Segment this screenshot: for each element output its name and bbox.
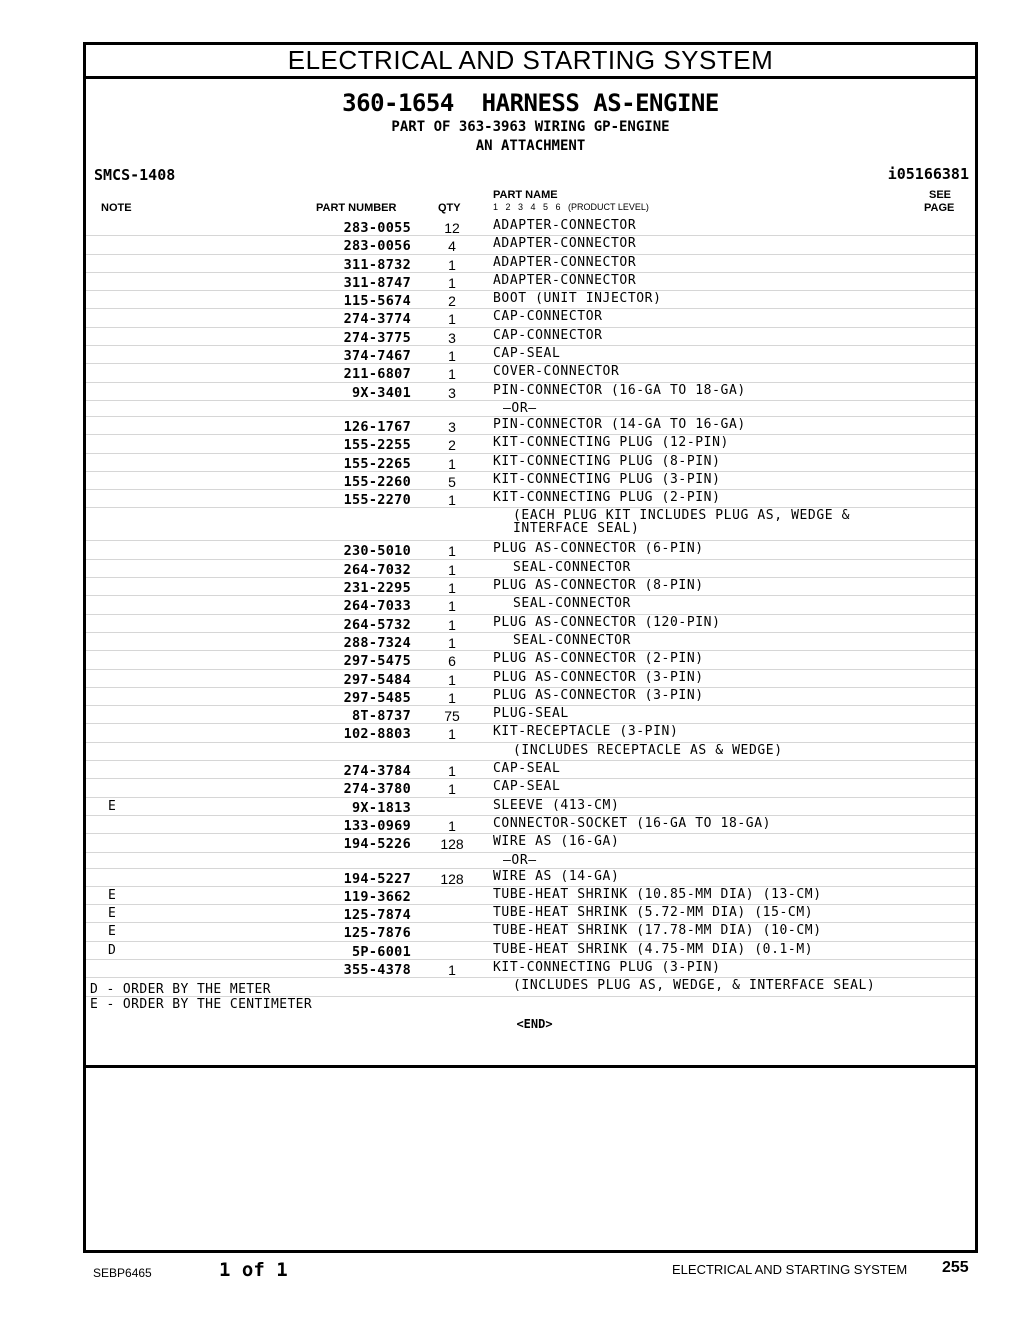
row-part-name: PIN-CONNECTOR (16-GA TO 18-GA): [493, 382, 746, 398]
row-part-number: 264-5732: [343, 616, 411, 633]
row-part-number: 231-2295: [343, 580, 411, 597]
row-part-number: 355-4378: [343, 961, 411, 978]
row-part-name: ADAPTER-CONNECTOR: [493, 254, 637, 270]
row-qty: 1: [448, 543, 456, 560]
footer-section: ELECTRICAL AND STARTING SYSTEM: [672, 1262, 908, 1277]
row-part-name: CAP-CONNECTOR: [493, 327, 603, 343]
table-row: [86, 869, 975, 887]
row-qty: 1: [448, 726, 456, 743]
part-of-line: PART OF 363-3963 WIRING GP-ENGINE: [391, 119, 670, 135]
row-qty: 3: [448, 329, 456, 346]
row-part-name: —OR—: [503, 852, 537, 868]
row-part-number: 374-7467: [343, 348, 411, 365]
row-qty: 1: [448, 616, 456, 633]
row-part-name: PLUG-SEAL: [493, 706, 569, 722]
row-qty: 75: [444, 708, 460, 725]
row-qty: 1: [448, 455, 456, 472]
row-part-number: 283-0055: [343, 220, 411, 236]
row-part-name: KIT-CONNECTING PLUG (3-PIN): [493, 959, 721, 975]
row-part-name: WIRE AS (14-GA): [493, 868, 620, 884]
attachment-line: AN ATTACHMENT: [475, 138, 586, 154]
row-part-name: (INCLUDES RECEPTACLE AS & WEDGE): [513, 742, 783, 758]
row-part-number: 230-5010: [343, 543, 411, 560]
row-part-name: TUBE-HEAT SHRINK (10.85-MM DIA) (13-CM): [493, 886, 822, 902]
row-part-number: 288-7324: [343, 634, 411, 651]
see-column-header: SEE: [929, 189, 952, 201]
table-row: [86, 236, 975, 254]
doc-code: SEBP6465: [93, 1266, 152, 1280]
table-row: [86, 633, 975, 651]
row-part-name: KIT-CONNECTING PLUG (3-PIN): [493, 471, 721, 487]
row-part-number: 126-1767: [343, 418, 411, 435]
row-part-number: 9X-3401: [352, 384, 411, 401]
row-part-name: TUBE-HEAT SHRINK (5.72-MM DIA) (15-CM): [493, 905, 814, 921]
table-row: [86, 905, 975, 923]
table-row: [86, 328, 975, 346]
row-part-number: 297-5475: [343, 653, 411, 670]
table-row: [86, 615, 975, 633]
table-row: [86, 596, 975, 614]
section-divider: [86, 1065, 975, 1068]
product-level-header: 1 2 3 4 5 6 (PRODUCT LEVEL): [493, 202, 649, 212]
page-number: 255: [942, 1259, 969, 1276]
row-part-name: PLUG AS-CONNECTOR (3-PIN): [493, 687, 704, 703]
table-row: [86, 779, 975, 797]
row-part-name: COVER-CONNECTOR: [493, 364, 620, 380]
row-note: E: [108, 906, 116, 922]
page-count: 1 of 1: [219, 1259, 288, 1281]
row-part-name: ADAPTER-CONNECTOR: [493, 218, 637, 233]
row-part-name: CAP-SEAL: [493, 779, 561, 795]
table-row: [86, 761, 975, 779]
table-row: [86, 651, 975, 669]
row-part-number: 155-2270: [343, 492, 411, 509]
table-row: [86, 670, 975, 688]
row-qty: 2: [448, 437, 456, 454]
row-part-name: SEAL-CONNECTOR: [513, 632, 631, 648]
row-part-number: 155-2265: [343, 455, 411, 472]
row-qty: 1: [448, 781, 456, 798]
row-part-number: 274-3775: [343, 329, 411, 346]
row-part-number: 119-3662: [343, 888, 411, 905]
row-part-number: 297-5484: [343, 671, 411, 688]
row-part-number: 125-7874: [343, 907, 411, 924]
table-row: [86, 273, 975, 291]
row-part-number: 8T-8737: [352, 708, 411, 725]
row-qty: 1: [448, 311, 456, 328]
row-part-number: 102-8803: [343, 726, 411, 743]
table-row: [86, 688, 975, 706]
part-name-column-header: PART NAME: [493, 189, 558, 201]
table-row: [86, 364, 975, 382]
row-qty: 1: [448, 598, 456, 615]
row-part-number: 211-6807: [343, 366, 411, 383]
row-part-number: 311-8747: [343, 274, 411, 291]
row-part-number: 274-3784: [343, 763, 411, 780]
legend-e: E - ORDER BY THE CENTIMETER: [90, 997, 313, 1012]
row-part-name: KIT-CONNECTING PLUG (8-PIN): [493, 453, 721, 469]
table-row: [86, 853, 975, 869]
table-row: [86, 508, 975, 541]
row-qty: 1: [448, 817, 456, 834]
row-part-number: 283-0056: [343, 238, 411, 255]
row-qty: 12: [444, 220, 460, 236]
table-row: [86, 435, 975, 453]
table-row: [86, 309, 975, 327]
row-qty: 1: [448, 763, 456, 780]
row-part-name: CAP-CONNECTOR: [493, 309, 603, 325]
table-row: [86, 834, 975, 852]
row-part-number: 311-8732: [343, 256, 411, 273]
row-part-name: PLUG AS-CONNECTOR (3-PIN): [493, 669, 704, 685]
row-part-number: 5P-6001: [352, 943, 411, 960]
row-qty: 1: [448, 961, 456, 978]
row-part-name: KIT-CONNECTING PLUG (2-PIN): [493, 490, 721, 506]
table-row: [86, 798, 975, 816]
row-part-number: 264-7032: [343, 561, 411, 578]
row-part-number: 133-0969: [343, 817, 411, 834]
table-row: [86, 541, 975, 559]
table-row: [86, 218, 975, 236]
row-qty: 1: [448, 561, 456, 578]
row-note: E: [108, 798, 116, 814]
row-part-name: (INCLUDES PLUG AS, WEDGE, & INTERFACE SEAL): [513, 978, 876, 994]
table-row: [86, 724, 975, 742]
qty-column-header: QTY: [438, 202, 461, 214]
row-part-name: PLUG AS-CONNECTOR (2-PIN): [493, 651, 704, 667]
row-qty: 1: [448, 634, 456, 651]
row-note: D: [108, 942, 116, 958]
row-part-name: KIT-CONNECTING PLUG (12-PIN): [493, 435, 729, 451]
table-row: [86, 490, 975, 508]
table-row: [86, 816, 975, 834]
row-part-name: KIT-RECEPTACLE (3-PIN): [493, 724, 679, 740]
row-qty: 6: [448, 653, 456, 670]
row-qty: 1: [448, 580, 456, 597]
assembly-heading: 360-1654 HARNESS AS-ENGINE: [342, 89, 719, 117]
table-row: [86, 923, 975, 941]
row-part-name: PLUG AS-CONNECTOR (8-PIN): [493, 578, 704, 594]
page-column-header: PAGE: [924, 202, 955, 214]
table-row: [86, 346, 975, 364]
row-qty: 5: [448, 473, 456, 490]
row-part-number: 9X-1813: [352, 799, 411, 816]
row-part-name: BOOT (UNIT INJECTOR): [493, 291, 662, 307]
part-number-column-header: PART NUMBER: [316, 202, 397, 214]
end-marker: <END>: [516, 1017, 553, 1031]
row-part-name: —OR—: [503, 400, 537, 416]
row-qty: 128: [440, 870, 464, 887]
row-qty: 1: [448, 348, 456, 365]
table-row: [86, 960, 975, 978]
row-part-name: TUBE-HEAT SHRINK (4.75-MM DIA) (0.1-M): [493, 941, 814, 957]
row-part-name: TUBE-HEAT SHRINK (17.78-MM DIA) (10-CM): [493, 923, 822, 939]
row-qty: 128: [440, 836, 464, 853]
row-part-number: 115-5674: [343, 293, 411, 310]
row-part-name: PIN-CONNECTOR (14-GA TO 16-GA): [493, 416, 746, 432]
table-row: [86, 291, 975, 309]
row-qty: 1: [448, 256, 456, 273]
row-qty: 1: [448, 671, 456, 688]
table-row: [86, 401, 975, 417]
row-part-name: SEAL-CONNECTOR: [513, 596, 631, 612]
row-part-name: CAP-SEAL: [493, 346, 561, 362]
row-note: E: [108, 924, 116, 940]
note-column-header: NOTE: [101, 202, 132, 214]
table-row: [86, 472, 975, 490]
table-row: [86, 743, 975, 761]
row-part-number: 155-2255: [343, 437, 411, 454]
row-qty: 1: [448, 689, 456, 706]
table-row: [86, 578, 975, 596]
table-row: [86, 383, 975, 401]
row-qty: 3: [448, 418, 456, 435]
row-part-number: 194-5226: [343, 836, 411, 853]
row-part-name: ADAPTER-CONNECTOR: [493, 272, 637, 288]
row-part-name: PLUG AS-CONNECTOR (6-PIN): [493, 541, 704, 557]
row-note: E: [108, 887, 116, 903]
table-row: [86, 706, 975, 724]
row-qty: 3: [448, 384, 456, 401]
row-part-name: SEAL-CONNECTOR: [513, 559, 631, 575]
row-qty: 2: [448, 293, 456, 310]
row-part-number: 297-5485: [343, 689, 411, 706]
row-part-number: 194-5227: [343, 870, 411, 887]
row-part-number: 264-7033: [343, 598, 411, 615]
page-frame: [83, 42, 978, 1253]
row-part-number: 274-3780: [343, 781, 411, 798]
table-row: [86, 942, 975, 960]
row-part-name: (EACH PLUG KIT INCLUDES PLUG AS, WEDGE & INTERFACE SEAL): [513, 508, 851, 537]
row-part-name: WIRE AS (16-GA): [493, 834, 620, 850]
row-qty: 1: [448, 274, 456, 291]
row-part-number: 125-7876: [343, 925, 411, 942]
table-row: [86, 560, 975, 578]
document-id: i05166381: [887, 165, 969, 183]
table-row: [86, 255, 975, 273]
row-part-name: ADAPTER-CONNECTOR: [493, 236, 637, 252]
row-part-number: 155-2260: [343, 473, 411, 490]
row-qty: 1: [448, 366, 456, 383]
smcs-code: SMCS-1408: [94, 166, 176, 184]
row-qty: 1: [448, 492, 456, 509]
row-part-name: CAP-SEAL: [493, 761, 561, 777]
table-row: [86, 887, 975, 905]
parts-list: [86, 218, 975, 997]
row-part-name: SLEEVE (413-CM): [493, 797, 620, 813]
row-part-name: CONNECTOR-SOCKET (16-GA TO 18-GA): [493, 815, 772, 831]
row-part-name: PLUG AS-CONNECTOR (120-PIN): [493, 614, 721, 630]
table-row: [86, 454, 975, 472]
system-title: ELECTRICAL AND STARTING SYSTEM: [86, 45, 975, 79]
table-row: [86, 417, 975, 435]
row-qty: 4: [448, 238, 456, 255]
legend-d: D - ORDER BY THE METER: [90, 982, 271, 997]
row-part-number: 274-3774: [343, 311, 411, 328]
